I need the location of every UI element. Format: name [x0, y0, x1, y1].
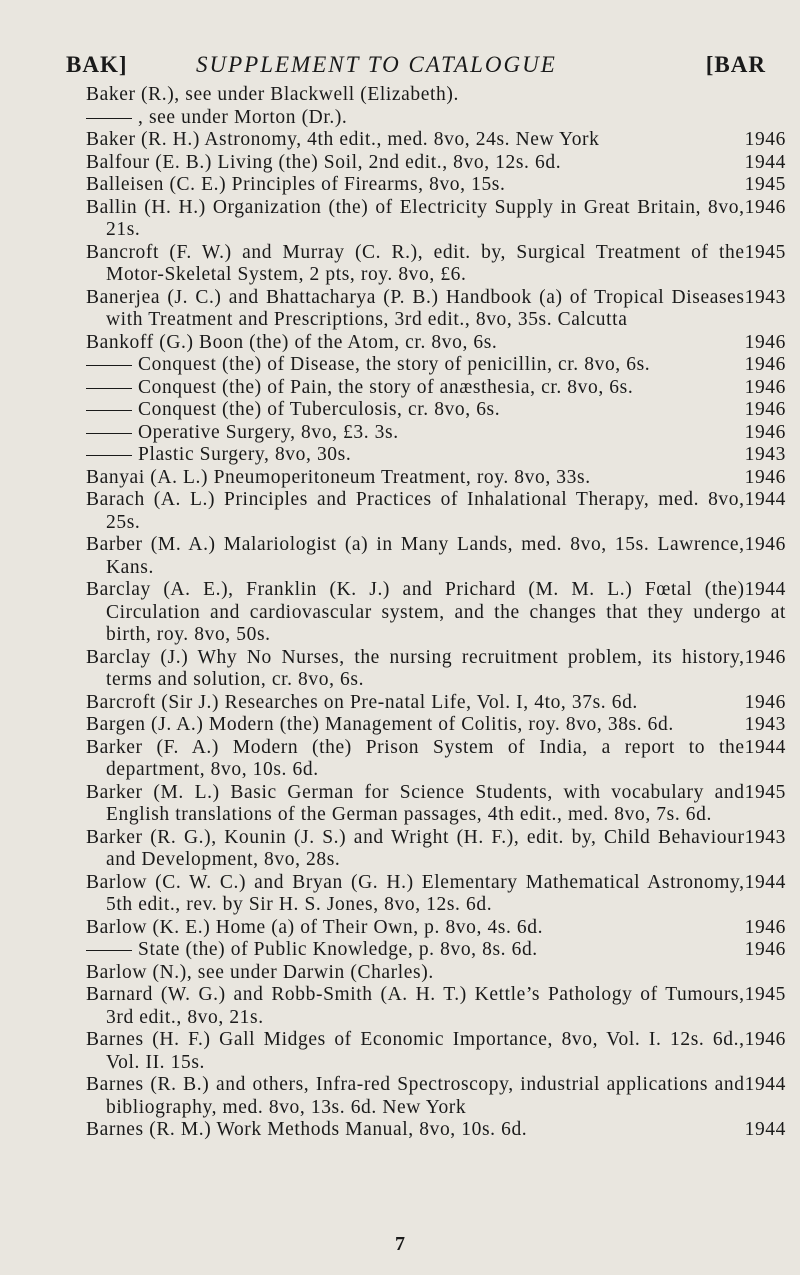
- catalogue-entry: [86, 399, 786, 422]
- entry-year: 1944: [744, 579, 786, 600]
- catalogue-entry: [86, 377, 786, 400]
- catalogue-entry: [86, 444, 786, 467]
- entry-text: Balleisen (C. E.) Principles of Firearms, 8vo, 15s.: [86, 174, 506, 195]
- catalogue-entry: [86, 917, 786, 940]
- catalogue-entry: [86, 84, 786, 107]
- entry-text: Barker (M. L.) Basic German for Science Students, with vocabulary and English translations of the German passages, 4th edit., med. 8vo, 7s. 6d.: [86, 781, 745, 825]
- entry-text: Banerjea (J. C.) and Bhattacharya (P. B.) Handbook (a) of Tropical Diseases with Treatment and Prescriptions, 3rd edit., 8vo, 35s. Calcutta: [86, 286, 745, 330]
- entry-year: 1945: [744, 781, 786, 803]
- ditto-dash: [86, 388, 132, 389]
- catalogue-entry: [86, 242, 786, 287]
- header-title: SUPPLEMENT TO CATALOGUE: [196, 52, 557, 77]
- entry-text: Baker (R. H.) Astronomy, 4th edit., med. 8vo, 24s. New York: [86, 129, 600, 150]
- catalogue-entry: [86, 1029, 786, 1074]
- catalogue-entry: [86, 782, 786, 827]
- entry-text: Barber (M. A.) Malariologist (a) in Many Lands, med. 8vo, 15s. Lawrence, Kans.: [86, 534, 745, 578]
- entry-year: 1946: [744, 466, 786, 488]
- entry-year: 1946: [744, 534, 786, 555]
- entry-text: Barlow (K. E.) Home (a) of Their Own, p. 8vo, 4s. 6d.: [86, 916, 544, 938]
- entry-year: 1946: [744, 916, 786, 938]
- ditto-dash: [86, 433, 132, 434]
- catalogue-entry: [86, 422, 786, 445]
- entry-year: 1944: [744, 1119, 786, 1140]
- catalogue-entry: [86, 129, 786, 152]
- entry-text: Barker (F. A.) Modern (the) Prison System of India, a report to the department, 8vo, 10s. 6d.: [86, 736, 745, 780]
- entry-year: 1945: [744, 241, 786, 263]
- entry-year: 1944: [744, 736, 786, 758]
- entry-text: Baker (R.), see under Blackwell (Elizabeth).: [86, 84, 459, 105]
- entry-year: 1946: [744, 196, 786, 218]
- catalogue-entry: [86, 984, 786, 1029]
- entry-year: 1946: [744, 354, 786, 375]
- entry-year: 1946: [744, 376, 786, 398]
- catalogue-entry: [86, 534, 786, 579]
- entry-text: Barker (R. G.), Kounin (J. S.) and Wright (H. F.), edit. by, Child Behaviour and Development, 8vo, 28s.: [86, 826, 745, 870]
- catalogue-entry: [86, 197, 786, 242]
- entry-text: Barnes (R. M.) Work Methods Manual, 8vo, 10s. 6d.: [86, 1119, 528, 1140]
- entry-year: 1943: [744, 714, 786, 735]
- entry-text: Barclay (J.) Why No Nurses, the nursing recruitment problem, its history, terms and solution, cr. 8vo, 6s.: [86, 646, 745, 690]
- entry-text: , see under Morton (Dr.).: [138, 106, 348, 128]
- entry-year: 1946: [744, 421, 786, 443]
- header-left: BAK]: [66, 52, 128, 77]
- header-right: [BAR: [705, 52, 766, 77]
- entry-year: 1946: [744, 939, 786, 960]
- entry-year: 1944: [744, 151, 786, 173]
- ditto-dash: [86, 455, 132, 456]
- catalogue-entry: [86, 939, 786, 962]
- entry-year: 1944: [744, 871, 786, 893]
- entry-year: 1943: [744, 286, 786, 308]
- entry-text: Bancroft (F. W.) and Murray (C. R.), edit. by, Surgical Treatment of the Motor-Skeletal System, 2 pts, roy. 8vo, £6.: [86, 241, 745, 285]
- entry-year: 1945: [744, 984, 786, 1005]
- catalogue-entry: [86, 714, 786, 737]
- entry-text: Balfour (E. B.) Living (the) Soil, 2nd edit., 8vo, 12s. 6d.: [86, 151, 562, 173]
- catalogue-entry: [86, 174, 786, 197]
- entry-year: 1943: [744, 826, 786, 848]
- catalogue-entries: [0, 84, 800, 1142]
- catalogue-entry: [86, 872, 786, 917]
- entry-text: Barach (A. L.) Principles and Practices of Inhalational Therapy, med. 8vo, 25s.: [86, 489, 745, 533]
- running-header: [66, 52, 766, 82]
- entry-year: 1946: [744, 129, 786, 150]
- entry-year: 1946: [744, 399, 786, 420]
- entry-year: 1944: [744, 489, 786, 510]
- catalogue-entry: [86, 332, 786, 355]
- ditto-dash: [86, 365, 132, 366]
- catalogue-entry: [86, 692, 786, 715]
- entry-text: State (the) of Public Knowledge, p. 8vo, 8s. 6d.: [138, 939, 538, 960]
- entry-year: 1943: [744, 444, 786, 465]
- catalogue-entry: [86, 1074, 786, 1119]
- entry-year: 1946: [744, 646, 786, 668]
- entry-text: Banyai (A. L.) Pneumoperitoneum Treatment, roy. 8vo, 33s.: [86, 466, 591, 488]
- catalogue-entry: [86, 287, 786, 332]
- entry-text: Barcroft (Sir J.) Researches on Pre-natal Life, Vol. I, 4to, 37s. 6d.: [86, 691, 638, 713]
- catalogue-entry: [86, 962, 786, 985]
- entry-text: Ballin (H. H.) Organization (the) of Electricity Supply in Great Britain, 8vo, 21s.: [86, 196, 745, 240]
- catalogue-entry: [86, 647, 786, 692]
- catalogue-entry: [86, 489, 786, 534]
- ditto-dash: [86, 410, 132, 411]
- catalogue-entry: [86, 354, 786, 377]
- catalogue-entry: [86, 152, 786, 175]
- entry-text: Conquest (the) of Pain, the story of anæsthesia, cr. 8vo, 6s.: [138, 376, 634, 398]
- catalogue-entry: [86, 467, 786, 490]
- entry-year: 1946: [744, 1029, 786, 1050]
- entry-text: Barclay (A. E.), Franklin (K. J.) and Prichard (M. M. L.) Fœtal (the) Circulation and cardiovascular system, and the changes that they undergo at birth, roy. 8vo, 50s.: [86, 579, 786, 645]
- entry-year: 1946: [744, 331, 786, 353]
- entry-year: 1946: [744, 691, 786, 713]
- page-number: 7: [395, 1233, 405, 1255]
- entry-text: Bargen (J. A.) Modern (the) Management of Colitis, roy. 8vo, 38s. 6d.: [86, 714, 674, 735]
- entry-year: 1945: [744, 174, 786, 195]
- entry-text: Operative Surgery, 8vo, £3. 3s.: [138, 421, 399, 443]
- ditto-dash: [86, 118, 132, 119]
- entry-text: Plastic Surgery, 8vo, 30s.: [138, 444, 352, 465]
- entry-text: Conquest (the) of Disease, the story of penicillin, cr. 8vo, 6s.: [138, 354, 651, 375]
- catalogue-entry: [86, 579, 786, 647]
- entry-text: Barlow (N.), see under Darwin (Charles).: [86, 961, 434, 983]
- ditto-dash: [86, 950, 132, 951]
- catalogue-entry: [86, 827, 786, 872]
- entry-text: Barlow (C. W. C.) and Bryan (G. H.) Elementary Mathematical Astronomy, 5th edit., rev. by Sir H. S. Jones, 8vo, 12s. 6d.: [86, 871, 745, 915]
- entry-text: Bankoff (G.) Boon (the) of the Atom, cr. 8vo, 6s.: [86, 331, 498, 353]
- entry-text: Barnes (H. F.) Gall Midges of Economic Importance, 8vo, Vol. I. 12s. 6d., Vol. II. 15s.: [86, 1029, 745, 1073]
- entry-year: 1944: [744, 1074, 786, 1095]
- catalogue-entry: [86, 107, 786, 130]
- entry-text: Conquest (the) of Tuberculosis, cr. 8vo, 6s.: [138, 399, 501, 420]
- catalogue-entry: [86, 737, 786, 782]
- catalogue-entry: [86, 1119, 786, 1142]
- entry-text: Barnes (R. B.) and others, Infra-red Spectroscopy, industrial applications and bibliography, med. 8vo, 13s. 6d. New York: [86, 1074, 745, 1118]
- entry-text: Barnard (W. G.) and Robb-Smith (A. H. T.) Kettle’s Pathology of Tumours, 3rd edit., 8vo, 21s.: [86, 984, 745, 1028]
